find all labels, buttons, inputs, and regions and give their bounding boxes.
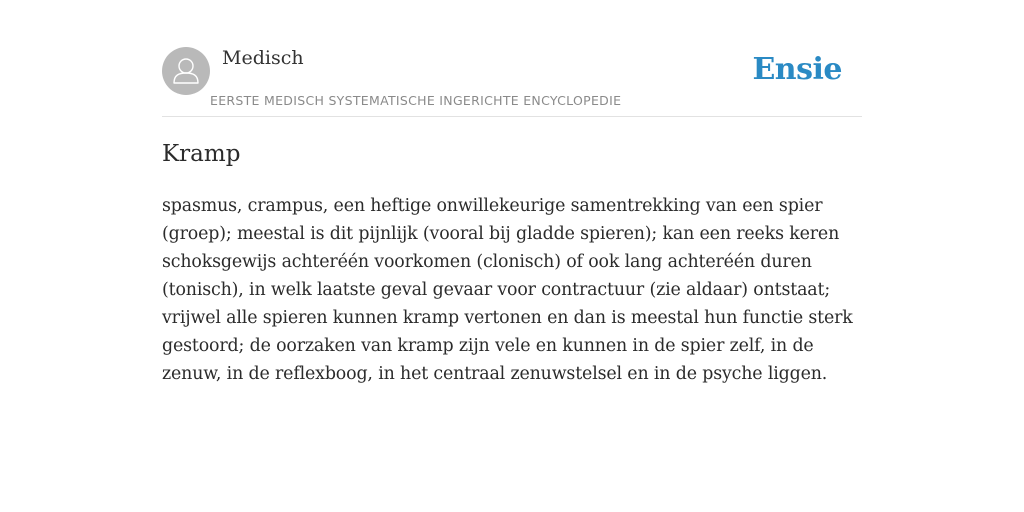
avatar[interactable] xyxy=(162,47,210,95)
brand-logo[interactable]: Ensie xyxy=(752,52,842,87)
header xyxy=(162,0,862,117)
article-body: spasmus, crampus, een heftige onwillekeurige samentrekking van een spier (groep); meestal is dit pijnlijk (vooral bij gladde spieren); kan een reeks keren schoksgewijs achteréén voorkomen (clonisch) of ook lang achteréén duren (tonisch), in welk laatste geval gevaar voor contractuur (zie aldaar) ontstaat; vrijwel alle spieren kunnen kramp vertonen en dan is meestal hun functie sterk gestoord; de oorzaken van kramp zijn vele en kunnen in de spier zelf, in de zenuw, in de reflexboog, in het centraal zenuwstelsel en in de psyche liggen. xyxy=(162,196,853,384)
page-container xyxy=(162,0,862,384)
article-title: Kramp xyxy=(162,141,241,167)
author-subtitle: EERSTE MEDISCH SYSTEMATISCHE INGERICHTE ENCYCLOPEDIE xyxy=(210,93,622,108)
author-name[interactable]: Medisch xyxy=(222,47,304,69)
user-silhouette-icon xyxy=(162,47,210,95)
